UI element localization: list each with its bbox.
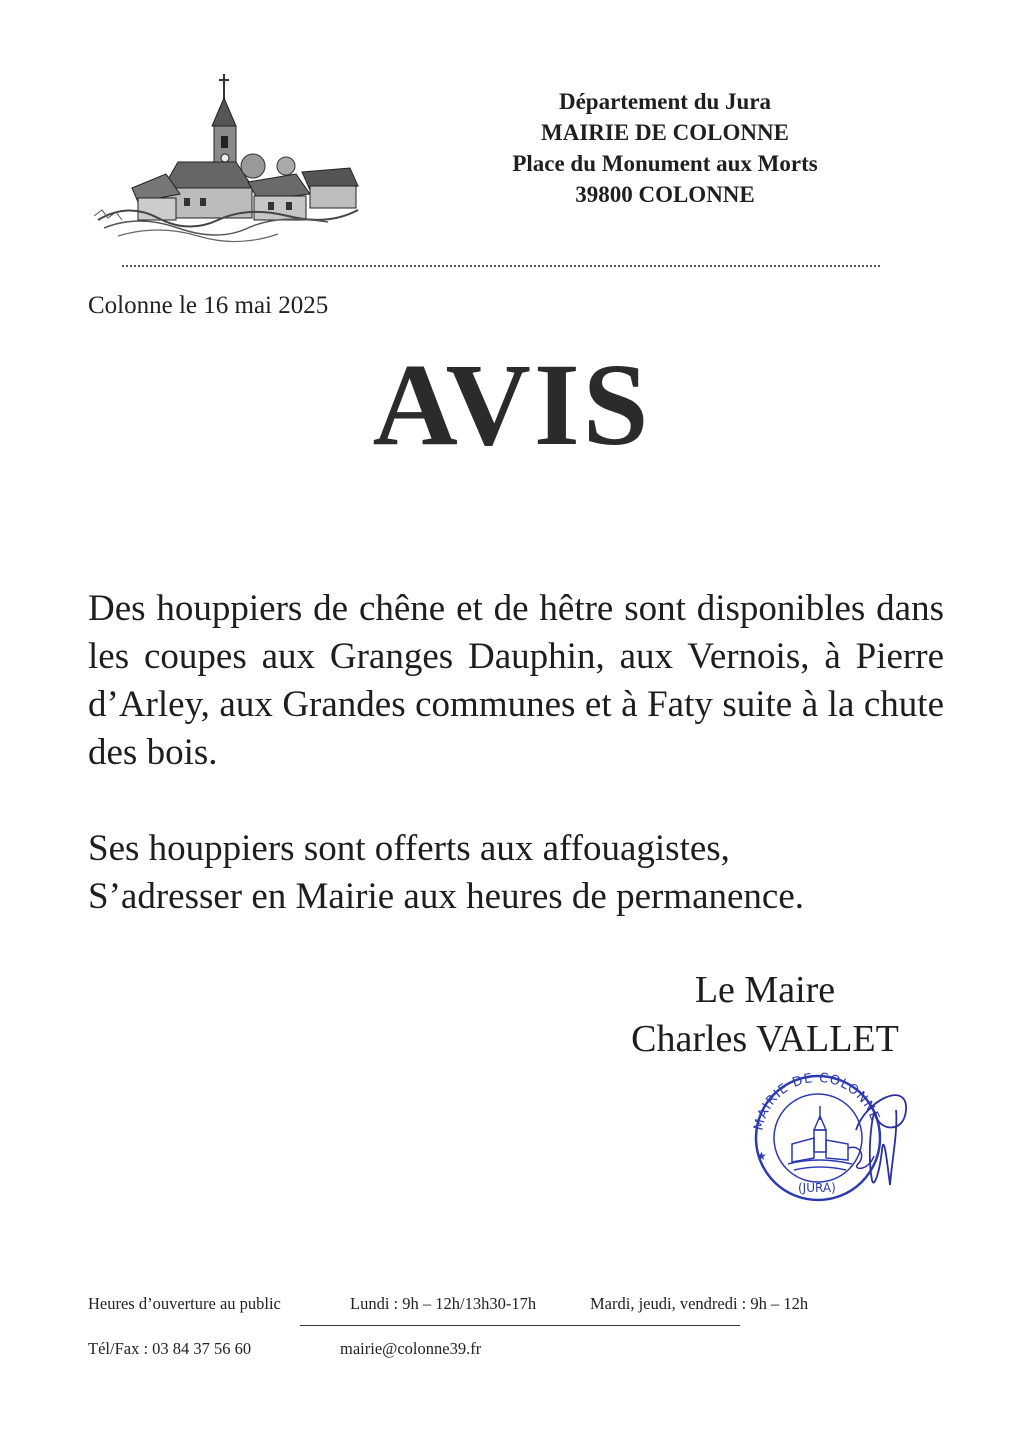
notice-paragraph-2 xyxy=(88,825,944,921)
notice-paragraph-1: Des houppiers de chêne et de hêtre sont disponibles dans les coupes aux Granges Dauphin, aux Vernois, à Pierre d’Arley, aux Grandes communes et à Faty suite à la chute des bois. xyxy=(88,588,944,773)
email-address[interactable]: mairie@colonne39.fr xyxy=(340,1339,482,1358)
opening-hours-label: Heures d’ouverture au public xyxy=(88,1294,281,1313)
svg-text:★: ★ xyxy=(756,1149,767,1163)
postal-city-line: 39800 COLONNE xyxy=(575,182,755,207)
notice-title: AVIS xyxy=(372,339,652,470)
opening-hours-monday: Lundi : 9h – 12h/13h30-17h xyxy=(350,1294,537,1313)
address-line: Place du Monument aux Morts xyxy=(512,151,818,176)
paragraph-2-line-2: S’adresser en Mairie aux heures de permanence. xyxy=(88,876,805,917)
phone-fax: Tél/Fax : 03 84 37 56 60 xyxy=(88,1339,252,1358)
paragraph-2-line-1: Ses houppiers sont offerts aux affouagistes, xyxy=(88,828,730,869)
mairie-name: MAIRIE DE COLONNE xyxy=(541,120,789,145)
footer-divider xyxy=(300,1325,740,1326)
village-church-icon xyxy=(88,70,368,245)
mairie-header xyxy=(420,86,910,210)
signatory-title: Le Maire xyxy=(694,969,836,1011)
mairie-stamp-icon xyxy=(748,1060,923,1205)
svg-text:MAIRIE DE COLONNE: MAIRIE DE COLONNE xyxy=(751,1070,883,1132)
date-line: Colonne le 16 mai 2025 xyxy=(88,292,329,319)
department-line: Département du Jura xyxy=(558,89,772,114)
signatory-name: Charles VALLET xyxy=(631,1018,899,1060)
header-divider xyxy=(122,265,880,267)
opening-hours-other-days: Mardi, jeudi, vendredi : 9h – 12h xyxy=(590,1294,809,1313)
svg-text:(JURA): (JURA) xyxy=(798,1181,836,1195)
signature-block xyxy=(600,965,930,1063)
